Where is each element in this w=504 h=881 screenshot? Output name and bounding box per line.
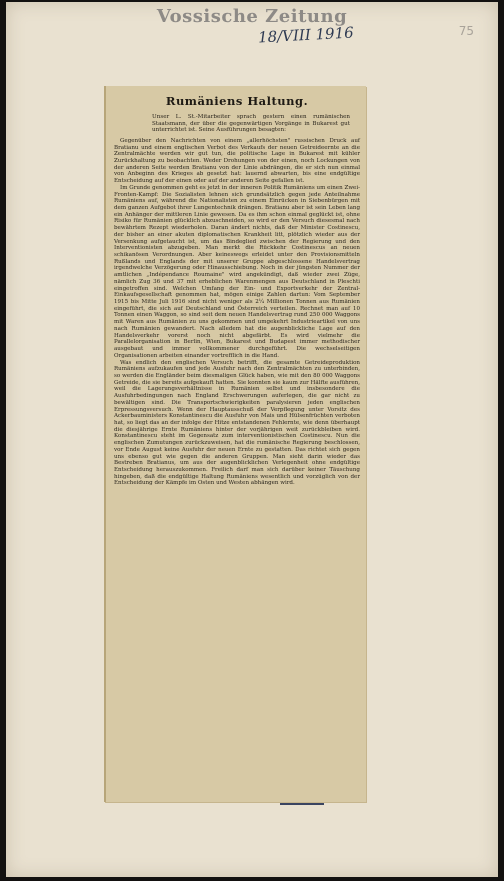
article-paragraph: Gegenüber den Nachrichten von einem „allerhöchsten" russischen Druck auf Bratianu und einem englischen Verbot des Verkaufs der neuen Getreideernte an die Zentralmächte werden wir gut tun, die politische Lage in Bukarest mit kühler Zurückhaltung zu beobachten. Weder Drohungen von der einen, noch Lockungen von der anderen Seite werden Bratianu von der Linie abdrängen, die er sich nun einmal von Anbeginn des Krieges ab gesetzt hat: lauernd abwarten, bis eine endgültige Entscheidung auf der einen oder auf der anderen Seite gefallen ist. — [114, 137, 360, 185]
ink-underline — [280, 803, 324, 805]
article-headline: Rumäniens Haltung. — [165, 94, 309, 108]
article-intro: Unser L. St.-Mitarbeiter sprach gestern einen rumänischen Staatsmann, der über die gegenwärtigen Vorgänge in Bukarest gut unterrichtet ist. Seine Ausführungen besagten: — [152, 114, 350, 134]
newspaper-clipping — [104, 86, 366, 802]
article-body — [114, 138, 360, 487]
newspaper-masthead: Vossische Zeitung — [156, 6, 348, 27]
handwritten-date: 18/VIII 1916 — [257, 23, 355, 47]
pencil-page-number: 75 — [458, 24, 474, 38]
article-paragraph: Was endlich den englischen Versuch betrifft, die gesamte Getreideproduktion Rumäniens aufzukaufen und jede Ausfuhr nach den Zentralmächten zu unterbinden, so werden die Engländer beim diesmaligen Glück haben, wie mit den 80 000 Waggons Getreide, die sie bereits aufgekauft hatten. Sie konnten sie kaum zur Hälfte ausführen, weil die Lagerungsverhältnisse in Rumänien selbst und insbesondere die Ausfuhrbedingungen nach England Erschwerungen auferlegen, die gar nicht zu bewältigen sind. Die Transportschwierigkeiten paralysieren jeden englischen Erpressungsversuch. Wenn der Hauptausschuß der Verpflegung unter Vorsitz des Ackerbauministers Konstantinescu die Ausfuhr von Mais und Hülsenfrüchten verboten hat, so liegt das an der infolge der Hitze entstandenen Fehlernte, wie denn überhaupt die diesjährige Ernte Rumäniens hinter der vorjährigen weit zurückbleiben wird. Konstantinescu steht im Gegensatz zum interventionistischen Costinescu. Nun die englischen Zumutungen zurückzuweisen, hat die rumänische Regierung beschlossen, vor Ende August keine Ausfuhr der neuen Ernte zu gestatten. Das richtet sich gegen uns ebenso gut wie gegen die anderen Gruppen. Man sieht darin wieder das Bestreben Bratianus, um aus der augenblicklichen Verlegenheit ohne endgültige Entscheidung herauszukommen. Freilich darf man sich darüber keiner Täuschung hingeben, daß die endgültige Haltung Rumäniens wesentlich und vorzüglich von der Entscheidung der Kämpfe im Osten und Westen abhängen wird. — [114, 359, 360, 487]
article-paragraph: Im Grunde genommen geht es jetzt in der inneren Politik Rumäniens um einen Zwei-Fronten-Kampf: Die Sozialisten lehnen sich grundsätzlich gegen jede Anteilnahme Rumäniens auf, während die Nationalisten zu einem Einrücken in Siebenbürgen mit dem ganzen Aufgebot ihrer Lungentechnik drängen. Bratianu aber ist sein Leben lang ein Anhänger der mittleren Linie gewesen. Da es ihm schon einmal geglückt ist, ohne Risiko für Rumänien glücklich abzuschneiden, so wird er den Versuch diesesmal nach bewährtem Rezept wiederholen. Daran ändert nichts, daß der Minister Costinescu, der bisher an einer akuten diplomatischen Krankheit litt, plötzlich wieder aus der Versenkung aufgetaucht ist, um das Bindeglied zwischen der Regierung und den Interventionisten abzugeben. Man merkt die Rückkehr Costinescus an neuen schikanösen Verordnungen. Aber keineswegs erleidet unter den Provisionsmitteln Rußlands und Englands der mit unserer Gruppe abgeschlossene Handelsvertrag irgendwelche Verzögerung oder Hinausschiebung. Noch in der jüngsten Nummer der amtlichen „Indépendance Roumaine" wird angekündigt, daß wieder zwei Züge, nämlich Zug 36 und 37 mit erheblichen Warenmengen aus Deutschland in Pleschti eingetroffen sind. Welchen Umfang der Ein- und Exportverkehr der Zentral-Einkaufsgesellschaft genommen hat, mögen einige Zahlen dartun: Vom September 1915 bis Mitte Juli 1916 sind nicht weniger als 2¼ Millionen Tonnen aus Rumänien eingeführt, die sich auf Deutschland und Österreich verteilen. Rechnet man auf 10 Tonnen einen Waggon, so sind seit dem neuen Handelsvertrag rund 250 000 Waggons mit Waren aus Rumänien zu uns gekommen und umgekehrt Industrieartikel von uns nach Rumänien gewandert. Nach alledem hat die augenblickliche Lage auf den Handelsverkehr vorerst noch nicht abgefärbt. Es wird vielmehr die Parallelorganisation in Berlin, Wien, Bukarest und Budapest immer methodischer ausgebaut und immer vollkommener durchgeführt. Die wechselseitigen Organisationen arbeiten einander vortrefflich in die Hand. — [114, 184, 360, 359]
